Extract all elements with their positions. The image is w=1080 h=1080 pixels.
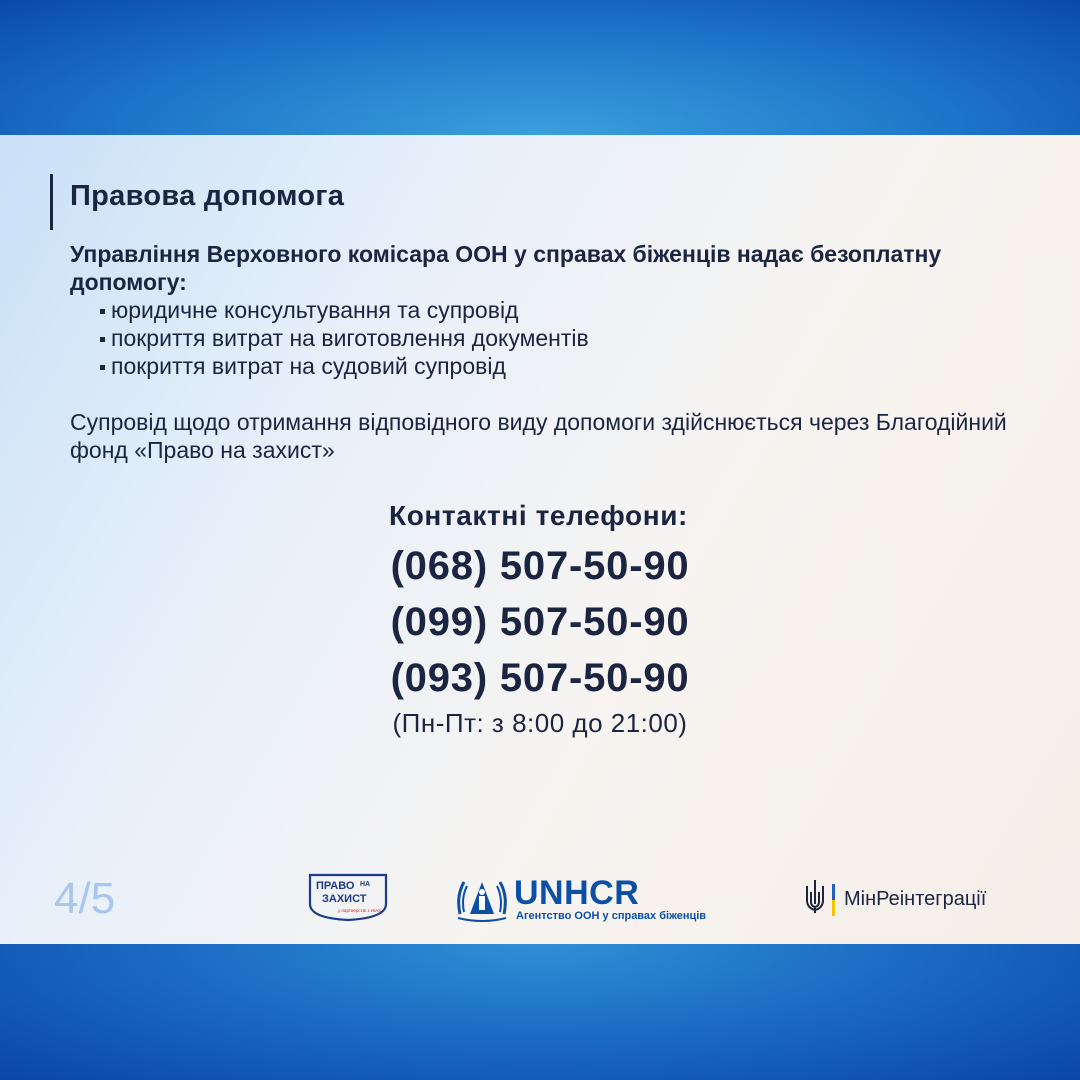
phone-number[interactable]: (099) 507-50-90: [390, 600, 690, 644]
phone-number[interactable]: (093) 507-50-90: [390, 656, 690, 700]
services-list: [100, 296, 589, 380]
top-blue-band: [0, 0, 1080, 135]
contacts-block: [0, 500, 1080, 739]
heading-accent-bar: [50, 174, 53, 230]
working-hours: (Пн-Пт: з 8:00 до 21:00): [392, 708, 688, 738]
bullet-icon: [100, 337, 105, 342]
section-heading: Правова допомога: [70, 180, 345, 212]
pravo-na-zakhyst-logo: [308, 872, 390, 922]
unhcr-subtitle: Агентство ООН у справах біженців: [516, 910, 707, 922]
list-item: покриття витрат на судовий супровід: [100, 352, 589, 380]
unhcr-emblem-icon: [454, 874, 510, 922]
list-item: покриття витрат на виготовлення документів: [100, 324, 589, 352]
unhcr-logo: [454, 874, 707, 927]
bullet-icon: [100, 309, 105, 314]
pravo-line1: ПРАВО: [316, 880, 355, 892]
bottom-blue-band: [0, 944, 1080, 1080]
pravo-line1-small: НА: [360, 881, 371, 888]
ministry-logo: [804, 878, 987, 919]
contacts-title: Контактні телефони:: [389, 500, 688, 531]
support-note: Супровід щодо отримання відповідного виду допомоги здійснюється через Благодійний фонд «Право на захист»: [70, 409, 1007, 463]
phone-number[interactable]: (068) 507-50-90: [390, 544, 690, 588]
pravo-line2: ЗАХИСТ: [322, 893, 367, 905]
ministry-name: МінРеінтеграції: [844, 888, 987, 910]
flag-bar: [832, 884, 835, 916]
bullet-icon: [100, 365, 105, 370]
trident-icon: [804, 878, 826, 914]
list-item: юридичне консультування та супровід: [100, 296, 589, 324]
unhcr-wordmark: UNHCR: [514, 874, 640, 912]
intro-text: Управління Верховного комісара ООН у справах біженців надає безоплатну допомогу:: [70, 241, 942, 295]
page-indicator: 4/5: [54, 874, 116, 923]
pravo-tagline: у партнерстві з HIAS: [338, 908, 382, 913]
